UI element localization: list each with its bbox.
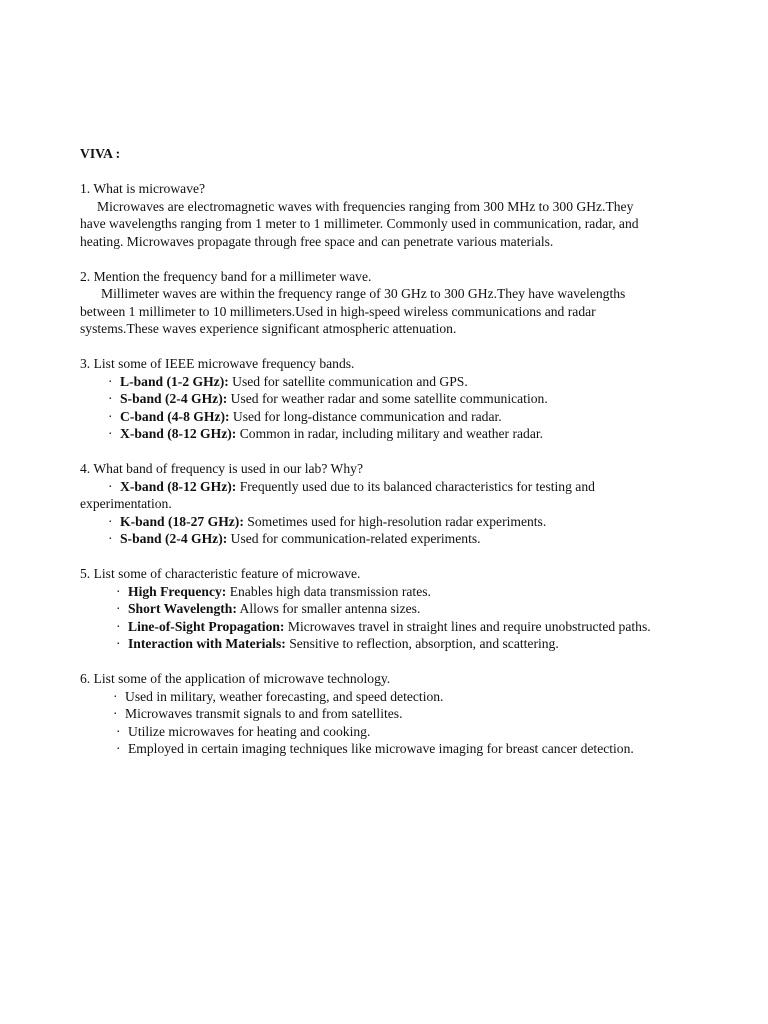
list-item (80, 635, 692, 653)
feature-term: Interaction with Materials: (128, 636, 286, 651)
bullet-icon: · (108, 373, 113, 389)
band-description: Used for communication-related experiments. (227, 531, 481, 546)
application-text: Utilize microwaves for heating and cooking. (128, 723, 371, 739)
question-1: 1. What is microwave? (80, 181, 206, 196)
document-title: VIVA : (80, 146, 121, 161)
list-item (80, 530, 692, 548)
question-6: 6. List some of the application of microwave technology. (80, 671, 391, 686)
list-item-continuation: experimentation. (80, 496, 172, 511)
list-item (80, 425, 692, 443)
question-2: 2. Mention the frequency band for a millimeter wave. (80, 268, 372, 284)
bullet-icon: · (116, 723, 121, 739)
question-4: 4. What band of frequency is used in our lab? Why? (80, 461, 363, 476)
answer-1-line-2: have wavelengths ranging from 1 meter to 1 millimeter. Commonly used in communication, radar, and (80, 216, 639, 231)
list-item (80, 373, 692, 391)
bullet-icon: · (116, 618, 121, 634)
spacer (80, 163, 692, 181)
list-item (80, 408, 692, 426)
list-item (80, 740, 692, 758)
band-term: S-band (2-4 GHz): (120, 531, 228, 546)
band-term: C-band (4-8 GHz): (120, 408, 230, 424)
spacer (80, 338, 692, 356)
answer-1-line-1: Microwaves are electromagnetic waves with frequencies ranging from 300 MHz to 300 GHz.They (97, 198, 634, 214)
feature-description: Allows for smaller antenna sizes. (236, 601, 421, 616)
list-item (80, 723, 692, 741)
bullet-icon: · (108, 478, 113, 494)
band-description: Used for long-distance communication and radar. (229, 408, 502, 424)
list-item (80, 390, 692, 408)
feature-description: Enables high data transmission rates. (226, 583, 431, 599)
band-term: X-band (8-12 GHz): (120, 478, 237, 494)
bullet-icon: · (108, 391, 113, 406)
list-item (80, 600, 692, 618)
bullet-icon: · (116, 601, 121, 616)
band-description: Common in radar, including military and weather radar. (236, 426, 544, 441)
band-term: L-band (1-2 GHz): (120, 373, 229, 389)
band-term: K-band (18-27 GHz): (120, 513, 244, 529)
application-text: Microwaves transmit signals to and from satellites. (125, 706, 403, 721)
band-description: Used for satellite communication and GPS. (228, 373, 468, 389)
list-item (80, 478, 692, 496)
answer-1-line-3: heating. Microwaves propagate through free space and can penetrate various materials. (80, 233, 554, 249)
list-item (80, 705, 692, 723)
band-description: Frequently used due to its balanced characteristics for testing and (236, 478, 595, 494)
question-3: 3. List some of IEEE microwave frequency bands. (80, 356, 355, 371)
feature-description: Sensitive to reflection, absorption, and scattering. (285, 636, 559, 651)
feature-term: Line-of-Sight Propagation: (128, 618, 285, 634)
bullet-icon: · (113, 706, 118, 721)
bullet-icon: · (108, 408, 113, 424)
spacer (80, 443, 692, 461)
bullet-icon: · (116, 583, 121, 599)
band-term: X-band (8-12 GHz): (120, 426, 237, 441)
list-item (80, 688, 692, 706)
list-item (80, 583, 692, 601)
answer-2-line-3: systems.These waves experience significant atmospheric attenuation. (80, 321, 457, 336)
spacer (80, 250, 692, 268)
bullet-icon: · (116, 636, 121, 651)
band-description: Used for weather radar and some satellite communication. (227, 391, 548, 406)
band-description: Sometimes used for high-resolution radar experiments. (243, 513, 547, 529)
spacer (80, 548, 692, 566)
application-text: Employed in certain imaging techniques like microwave imaging for breast cancer detection. (128, 741, 634, 756)
feature-term: Short Wavelength: (128, 601, 237, 616)
bullet-icon: · (108, 513, 113, 529)
answer-2-line-1: Millimeter waves are within the frequency range of 30 GHz to 300 GHz.They have wavelengths (101, 286, 626, 301)
bullet-icon: · (108, 531, 113, 546)
feature-term: High Frequency: (128, 583, 227, 599)
question-5: 5. List some of characteristic feature of microwave. (80, 566, 361, 581)
document-page (80, 145, 692, 758)
application-text: Used in military, weather forecasting, and speed detection. (125, 688, 444, 704)
spacer (80, 653, 692, 671)
list-item (80, 513, 692, 531)
bullet-icon: · (113, 688, 118, 704)
feature-description: Microwaves travel in straight lines and require unobstructed paths. (284, 618, 651, 634)
bullet-icon: · (108, 426, 113, 441)
list-item (80, 618, 692, 636)
answer-2-line-2: between 1 millimeter to 10 millimeters.Used in high-speed wireless communications and radar (80, 303, 596, 319)
band-term: S-band (2-4 GHz): (120, 391, 228, 406)
bullet-icon: · (116, 741, 121, 756)
